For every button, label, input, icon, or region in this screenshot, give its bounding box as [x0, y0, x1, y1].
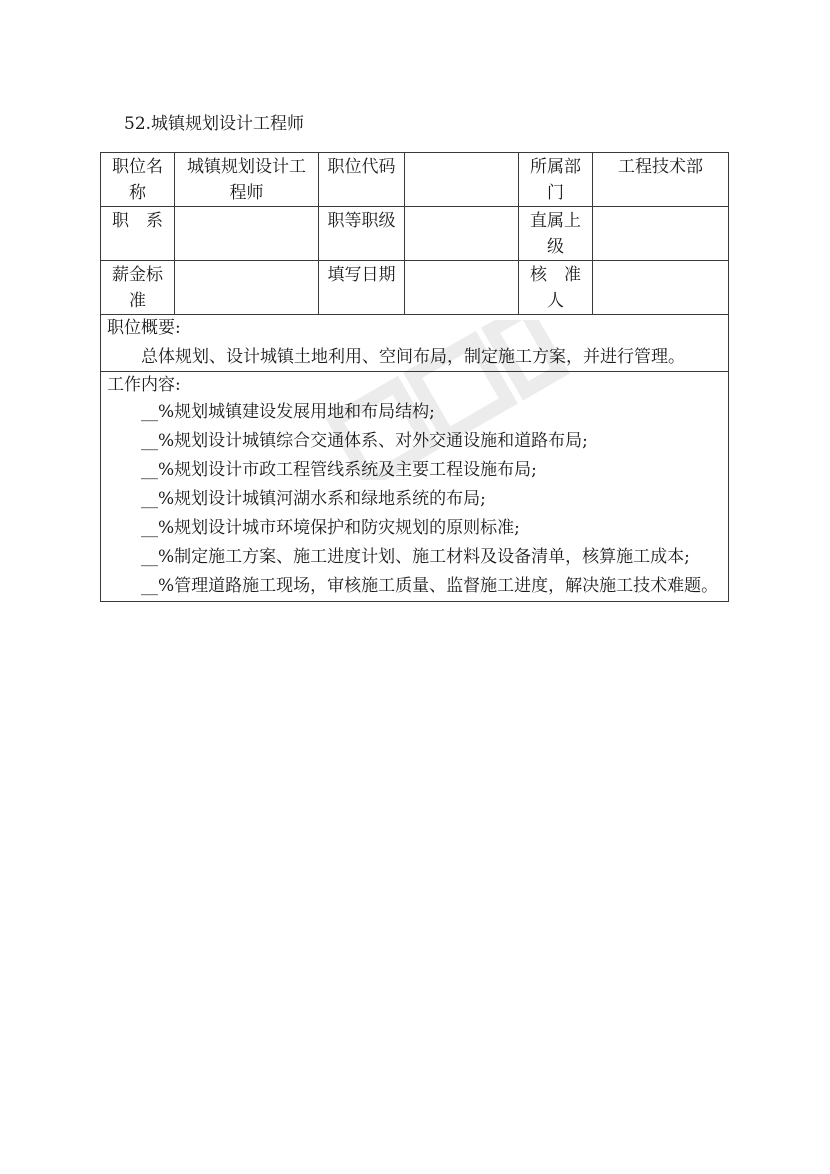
job-family-value	[175, 207, 319, 261]
department-label: 所属部门	[519, 153, 593, 207]
fill-date-label: 填写日期	[319, 261, 405, 315]
approver-value	[593, 261, 729, 315]
list-item: __%管理道路施工现场，审核施工质量、监督施工进度，解决施工技术难题。	[141, 576, 719, 596]
list-item: __%规划城镇建设发展用地和布局结构;	[141, 402, 435, 422]
job-family-label: 职 系	[101, 207, 175, 261]
job-grade-value	[405, 207, 519, 261]
list-item: __%制定施工方案、施工进度计划、施工材料及设备清单，核算施工成本;	[141, 547, 690, 567]
department-value: 工程技术部	[593, 153, 729, 207]
duties-section	[101, 372, 729, 602]
summary-text: 总体规划、设计城镇土地利用、空间布局，制定施工方案，并进行管理。	[141, 347, 685, 367]
list-item: __%规划设计城镇河湖水系和绿地系统的布局;	[141, 489, 486, 509]
page-title: 52.城镇规划设计工程师	[124, 114, 305, 134]
summary-section	[101, 315, 729, 372]
duties-heading: 工作内容:	[107, 375, 181, 395]
approver-label: 核 准 人	[519, 261, 593, 315]
table-row	[101, 153, 729, 207]
table-row	[101, 315, 729, 372]
direct-supervisor-label: 直属上级	[519, 207, 593, 261]
position-name-value: 城镇规划设计工程师	[175, 153, 319, 207]
salary-standard-value	[175, 261, 319, 315]
list-item: __%规划设计市政工程管线系统及主要工程设施布局;	[141, 460, 537, 480]
position-code-value	[405, 153, 519, 207]
table-row	[101, 261, 729, 315]
position-name-label: 职位名称	[101, 153, 175, 207]
table-row	[101, 372, 729, 602]
salary-standard-label: 薪金标准	[101, 261, 175, 315]
fill-date-value	[405, 261, 519, 315]
table-row	[101, 207, 729, 261]
direct-supervisor-value	[593, 207, 729, 261]
position-code-label: 职位代码	[319, 153, 405, 207]
job-description-table	[100, 152, 729, 602]
summary-heading: 职位概要:	[107, 318, 181, 338]
list-item: __%规划设计城镇综合交通体系、对外交通设施和道路布局;	[141, 431, 588, 451]
list-item: __%规划设计城市环境保护和防灾规划的原则标准;	[141, 518, 520, 538]
job-grade-label: 职等职级	[319, 207, 405, 261]
